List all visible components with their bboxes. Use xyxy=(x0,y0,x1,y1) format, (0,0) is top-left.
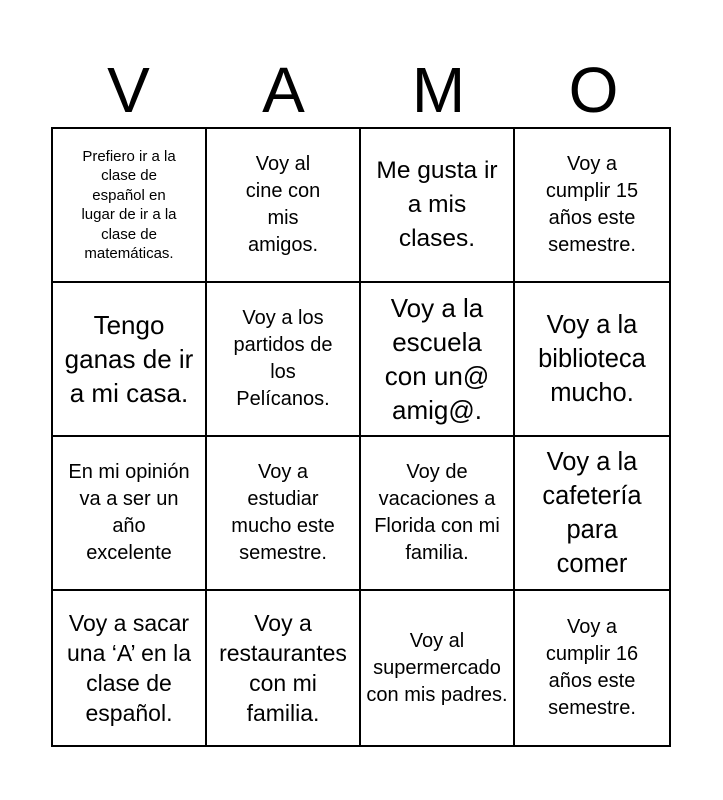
bingo-cell-r4c1[interactable] xyxy=(53,591,207,745)
cell-text: Voy a la biblioteca mucho. xyxy=(538,311,646,407)
bingo-cell-r1c2[interactable] xyxy=(207,129,361,283)
bingo-cell-r2c1[interactable] xyxy=(53,283,207,437)
bingo-cell-r3c2[interactable] xyxy=(207,437,361,591)
cell-text: Me gusta ir a mis clases. xyxy=(376,157,498,252)
cell-text: Tengo ganas de ir a mi casa. xyxy=(64,310,194,408)
header-letter-o: O xyxy=(568,54,619,126)
cell-text: Voy al supermercado con mis padres. xyxy=(366,629,508,706)
cell-text: Voy a los partidos de los Pelícanos. xyxy=(233,307,333,410)
cell-text: Voy a sacar una ‘A’ en la clase de español. xyxy=(66,610,192,726)
bingo-cell-r4c3[interactable] xyxy=(361,591,515,745)
bingo-card xyxy=(51,127,671,747)
header-letter-v: V xyxy=(107,54,150,126)
cell-text: En mi opinión va a ser un año excelente xyxy=(68,461,190,564)
header-letter-a: A xyxy=(262,54,305,126)
bingo-cell-r3c1[interactable] xyxy=(53,437,207,591)
cell-text: Voy a la escuela con un@ amig@. xyxy=(384,293,490,425)
bingo-cell-r2c3[interactable] xyxy=(361,283,515,437)
cell-text: Voy al cine con mis amigos. xyxy=(245,153,321,256)
cell-text: Prefiero ir a la clase de español en lugar de ir a la clase de matemáticas. xyxy=(81,147,177,262)
bingo-cell-r2c2[interactable] xyxy=(207,283,361,437)
bingo-cell-r1c4[interactable] xyxy=(515,129,669,283)
cell-text: Voy a cumplir 16 años este semestre. xyxy=(545,616,639,719)
bingo-cell-r4c2[interactable] xyxy=(207,591,361,745)
bingo-cell-r3c4[interactable] xyxy=(515,437,669,591)
cell-text: Voy a estudiar mucho este semestre. xyxy=(231,461,335,564)
bingo-cell-r1c3[interactable] xyxy=(361,129,515,283)
bingo-cell-r3c3[interactable] xyxy=(361,437,515,591)
bingo-cell-r2c4[interactable] xyxy=(515,283,669,437)
cell-text: Voy a la cafetería para comer xyxy=(542,448,642,578)
header-letter-m: M xyxy=(411,54,466,126)
cell-text: Voy de vacaciones a Florida con mi familia. xyxy=(374,461,500,564)
cell-text: Voy a cumplir 15 años este semestre. xyxy=(545,153,639,256)
bingo-cell-r4c4[interactable] xyxy=(515,591,669,745)
cell-text: Voy a restaurantes con mi familia. xyxy=(219,610,347,726)
bingo-cell-r1c1[interactable] xyxy=(53,129,207,283)
bingo-header xyxy=(51,52,671,128)
